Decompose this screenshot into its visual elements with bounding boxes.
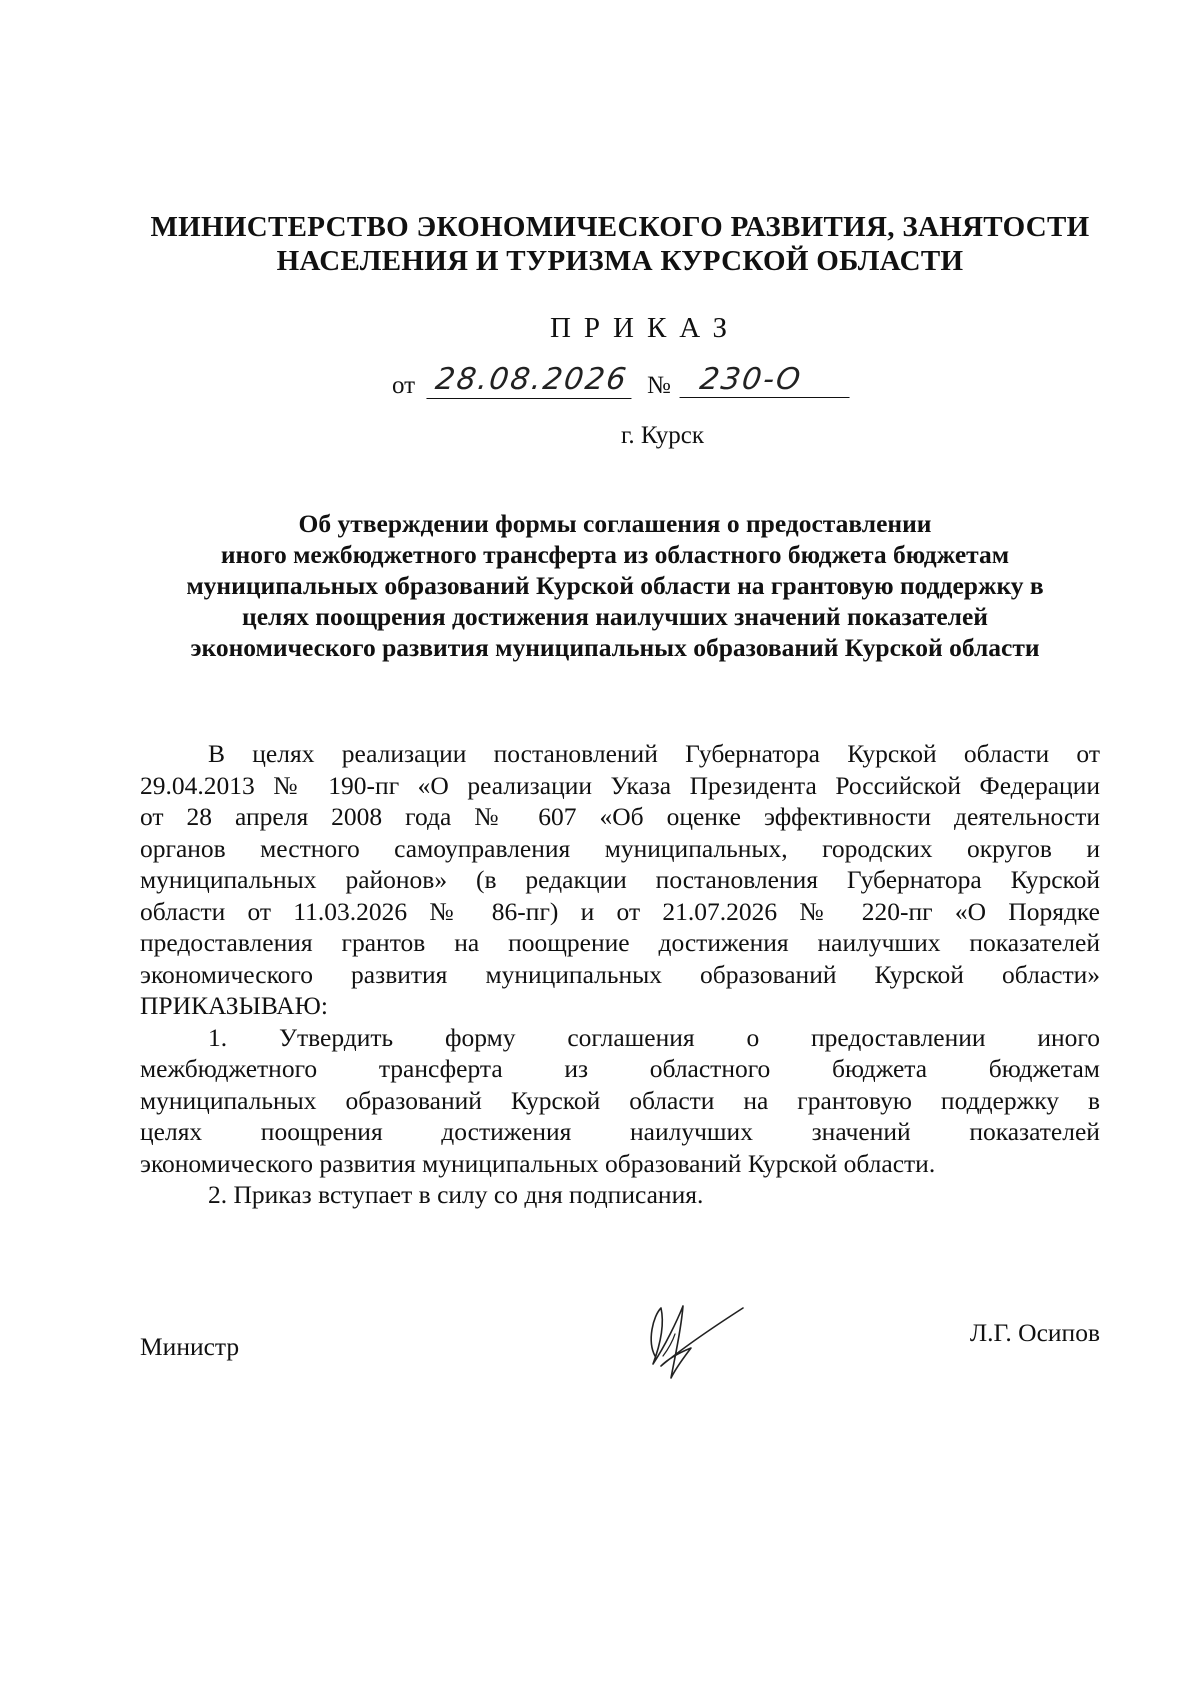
order-number-handwritten: 230-О [679, 362, 854, 398]
handwritten-signature [625, 1286, 745, 1386]
order-body [140, 738, 1100, 1211]
doc-type: ПРИКАЗ [549, 312, 741, 344]
item-1-word: бюджетам [988, 1054, 1100, 1083]
ministry-line-2: НАСЕЛЕНИЯ И ТУРИЗМА КУРСКОЙ ОБЛАСТИ [276, 245, 964, 277]
item-1-word: наилучших [630, 1117, 753, 1146]
item-1-line-1 [140, 1022, 1100, 1054]
item-1-word: из [564, 1054, 589, 1083]
item-1-word: областного [649, 1054, 771, 1083]
item-1-line-4 [140, 1116, 1100, 1148]
city: г. Курск [621, 422, 704, 449]
preamble-line-5: муниципальных районов» (в редакции постановления Губернатора Курской [140, 865, 1100, 894]
preamble-line-6: области от 11.03.2026 № 86-пг) и от 21.07.2026 № 220-пг «О Порядке [140, 896, 1100, 926]
signatory-name: Л.Г. Осипов [969, 1318, 1100, 1347]
item-1-word: значений [811, 1117, 911, 1146]
order-heading [130, 508, 1100, 663]
number-prefix: № [647, 372, 671, 399]
preamble-line-4: органов местного самоуправления муниципальных, городских округов и [140, 833, 1100, 863]
order-date-handwritten: 28.08.2026 [426, 362, 636, 399]
heading-line-1: Об утверждении формы соглашения о предоставлении [298, 509, 932, 538]
item-2: 2. Приказ вступает в силу со дня подписания. [208, 1180, 704, 1209]
ministry-header [140, 210, 1100, 278]
order-word: ПРИКАЗЫВАЮ: [140, 991, 328, 1020]
item-1-word: межбюджетного [140, 1054, 318, 1083]
preamble [140, 738, 1100, 990]
signatory-position: Министр [140, 1332, 240, 1361]
preamble-line-1: В целях реализации постановлений Губернатора Курской области от [208, 739, 1100, 768]
item-1-word: трансферта [378, 1054, 503, 1083]
item-1-word: поощрения [260, 1117, 383, 1146]
preamble-line-2: 29.04.2013 № 190-пг «О реализации Указа Президента Российской Федерации [140, 770, 1100, 800]
heading-line-5: экономического развития муниципальных образований Курской области [190, 633, 1040, 662]
signature-block [140, 1318, 1100, 1398]
item-1-word: форму [445, 1022, 516, 1052]
heading-line-2: иного межбюджетного трансферта из областного бюджета бюджетам [220, 540, 1010, 569]
item-1-word: показателей [969, 1117, 1100, 1146]
item-1-word: 1. [208, 1022, 228, 1052]
item-1-word: предоставлении [811, 1022, 986, 1052]
preamble-line-8: экономического развития муниципальных образований Курской области» [140, 959, 1100, 989]
preamble-line-7: предоставления грантов на поощрение достижения наилучших показателей [140, 928, 1100, 957]
ministry-line-1: МИНИСТЕРСТВО ЭКОНОМИЧЕСКОГО РАЗВИТИЯ, ЗАНЯТОСТИ [150, 211, 1090, 243]
order-date-number-line [392, 362, 852, 402]
item-1-line-5: экономического развития муниципальных образований Курской области. [140, 1148, 936, 1178]
item-1-word: соглашения [567, 1022, 695, 1052]
heading-line-4: целях поощрения достижения наилучших значений показателей [242, 602, 988, 631]
item-1-word: бюджета [831, 1054, 928, 1083]
date-prefix: от [392, 372, 416, 399]
item-1 [140, 1022, 1100, 1180]
item-1-line-3: муниципальных образований Курской области на грантовую поддержку в [140, 1085, 1100, 1115]
item-1-word: о [746, 1022, 760, 1052]
item-1-word: достижения [441, 1117, 572, 1146]
item-1-word: целях [140, 1117, 203, 1146]
item-1-line-2 [140, 1053, 1100, 1085]
item-1-word: Утвердить [278, 1022, 394, 1052]
heading-line-3: муниципальных образований Курской области на грантовую поддержку в [186, 571, 1044, 600]
item-1-word: иного [1037, 1022, 1100, 1052]
preamble-line-3: от 28 апреля 2008 года № 607 «Об оценке эффективности деятельности [140, 802, 1100, 831]
